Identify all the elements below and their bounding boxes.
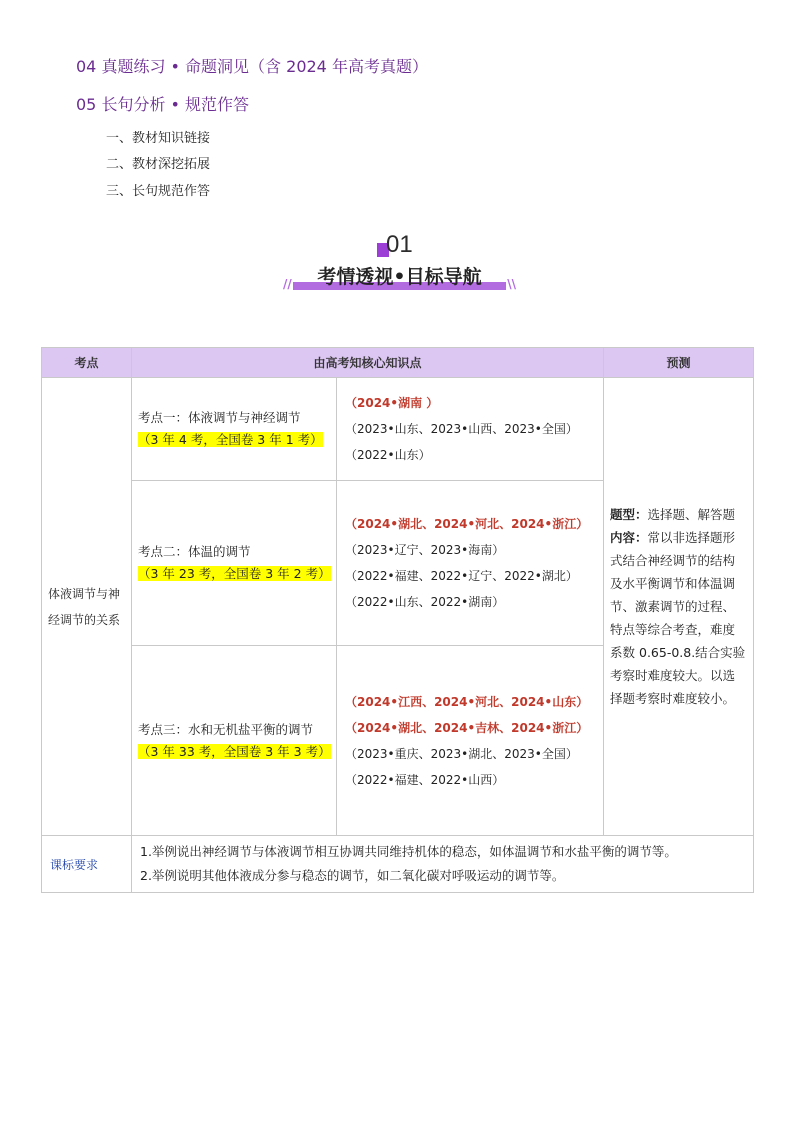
predict-label-content: 内容：	[610, 530, 648, 545]
section-banner	[283, 262, 516, 294]
kp-title: 考点二：体温的调节	[138, 544, 251, 559]
section-number-text: 01	[386, 231, 413, 258]
section-title: 考情透视•目标导航	[317, 266, 482, 288]
banner-right-slashes: \\	[507, 277, 516, 291]
table-row	[42, 378, 754, 481]
requirement-item: 1.举例说出神经调节与体液调节相互协调共同维持机体的稳态，如体温调节和水盐平衡的调节等。	[140, 844, 677, 859]
kp-stat: （3 年 23 考，全国卷 3 年 2 考）	[138, 566, 331, 581]
header-predict: 预测	[604, 348, 754, 378]
toc-item-4: 04 真题练习 • 命题洞见（含 2024 年高考真题）	[76, 57, 428, 76]
dist-cell-1	[337, 378, 604, 481]
dist-line: （2022•福建、2022•山西）	[345, 772, 505, 787]
exam-analysis-table	[41, 347, 754, 893]
table-header-row	[42, 348, 754, 378]
dist-red-line: （2024•湖北、2024•吉林、2024•浙江）	[345, 720, 589, 735]
relation-cell: 体液调节与神经调节的关系	[42, 378, 132, 836]
requirements-cell	[132, 836, 754, 893]
dist-line: （2023•重庆、2023•湖北、2023•全国）	[345, 746, 578, 761]
dist-line: （2023•辽宁、2023•海南）	[345, 543, 505, 557]
header-core: 由高考知核心知识点	[132, 348, 604, 378]
banner-left-slashes: //	[283, 277, 292, 291]
dist-red-line: （2024•湖南 ）	[345, 396, 439, 410]
kp-cell-3	[132, 646, 337, 836]
kp-stat: （3 年 4 考，全国卷 3 年 1 考）	[138, 432, 323, 447]
dist-red-line: （2024•湖北、2024•河北、2024•浙江）	[345, 517, 589, 531]
toc-item-5: 05 长句分析 • 规范作答	[76, 95, 250, 114]
dist-cell-3	[337, 646, 604, 836]
toc-subitem-1: 一、教材知识链接	[106, 131, 211, 146]
dist-line: （2022•福建、2022•辽宁、2022•湖北）	[345, 569, 578, 583]
predict-cell	[604, 378, 754, 836]
kp-cell-1	[132, 378, 337, 481]
kp-title: 考点三：水和无机盐平衡的调节	[138, 721, 314, 737]
dist-red-line: （2024•江西、2024•河北、2024•山东）	[345, 694, 589, 709]
kp-cell-2	[132, 481, 337, 646]
kp-title: 考点一：体液调节与神经调节	[138, 410, 301, 425]
predict-label-type: 题型：	[610, 507, 648, 522]
requirements-label: 课标要求	[42, 836, 132, 893]
requirements-row	[42, 836, 754, 893]
requirement-item: 2.举例说明其他体液成分参与稳态的调节，如二氧化碳对呼吸运动的调节等。	[140, 868, 565, 883]
predict-type: 选择题、解答题	[647, 507, 736, 522]
header-kd: 考点	[42, 348, 132, 378]
toc-subitem-2: 二、教材深挖拓展	[106, 157, 211, 172]
dist-line: （2023•山东、2023•山西、2023•全国）（2022•山东）	[345, 422, 578, 462]
section-number	[377, 231, 417, 261]
kp-stat: （3 年 33 考，全国卷 3 年 3 考）	[138, 743, 331, 759]
predict-content: 常以非选择题形式结合神经调节的结构及水平衡调节和体温调节、激素调节的过程、特点等综合考查，难度系数 0.65-0.8.结合实验考察时难度较大。以选择题考察时难度较小。	[610, 530, 746, 706]
toc-subitem-3: 三、长句规范作答	[106, 184, 211, 199]
dist-line: （2022•山东、2022•湖南）	[345, 595, 505, 609]
dist-cell-2	[337, 481, 604, 646]
